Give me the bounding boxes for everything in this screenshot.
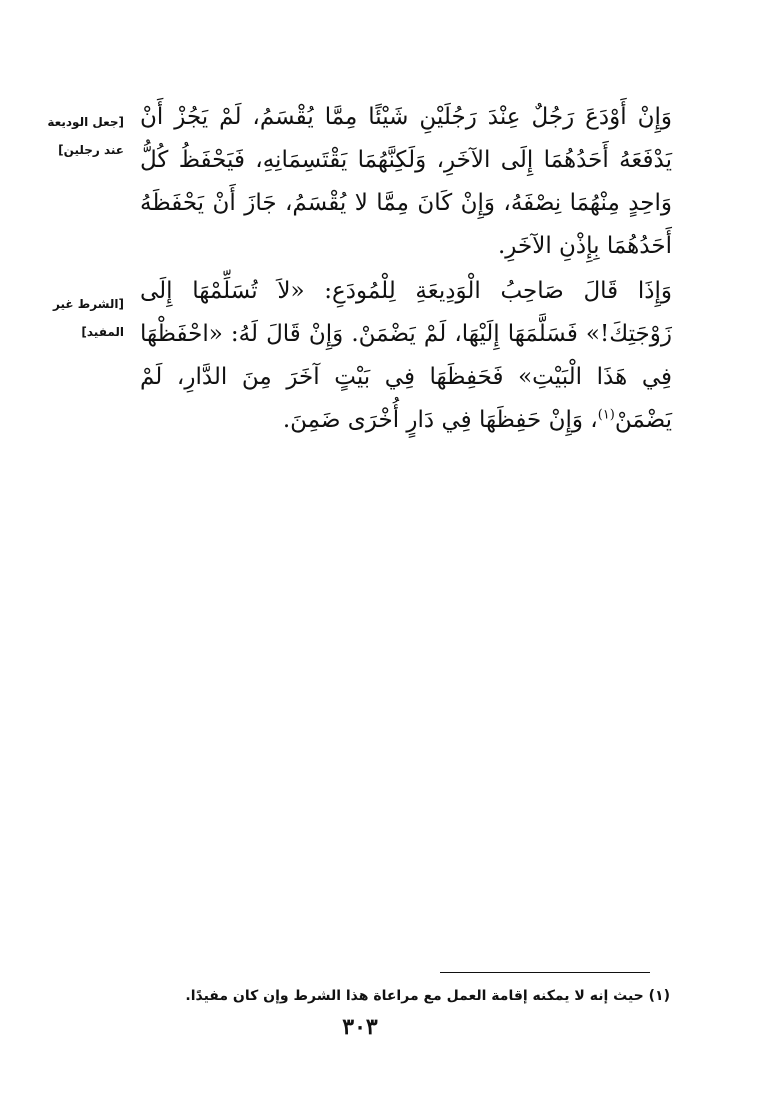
- margin-note-useless-condition: [16, 290, 124, 346]
- footnote-reference[interactable]: (١): [597, 407, 615, 423]
- footnote-divider: [440, 972, 650, 973]
- margin-note-line: عند رجلين]: [58, 143, 124, 157]
- footnote-number: (١): [648, 988, 670, 1004]
- margin-note-deposit-two-men: [16, 108, 124, 164]
- paragraph-text: وَإِذَا قَالَ صَاحِبُ الْوَدِيعَةِ لِلْمُودَعِ: «لاَ تُسَلِّمْهَا إِلَى زَوْجَتِكَ!» فَسَلَّمَهَا إِلَيْهَا، لَمْ يَضْمَنْ. وَإِنْ قَالَ لَهُ: «احْفَظْهَا فِي هَذَا الْبَيْتِ» فَحَفِظَهَا فِي بَيْتٍ آخَرَ مِنَ الدَّارِ، لَمْ يَضْمَنْ: [140, 278, 672, 433]
- page-number: ٣٠٣: [342, 1014, 378, 1040]
- footnote: [150, 984, 670, 1008]
- margin-note-line: المفيد]: [81, 325, 124, 339]
- margin-note-line: [جعل الوديعة: [47, 115, 124, 129]
- paragraph-deposit-two-men: وَإِنْ أَوْدَعَ رَجُلٌ عِنْدَ رَجُلَيْنِ شَيْئًا مِمَّا يُقْسَمُ، لَمْ يَجُزْ أَنْ يَدْفَعَهُ أَحَدُهُمَا إِلَى الآخَرِ، وَلَكِنَّهُمَا يَقْتَسِمَانِهِ، فَيَحْفَظُ كُلُّ وَاحِدٍ مِنْهُمَا نِصْفَهُ، وَإِنْ كَانَ مِمَّا لا يُقْسَمُ، جَازَ أَنْ يَحْفَظَهُ أَحَدُهُمَا بِإِذْنِ الآخَرِ.: [140, 104, 672, 259]
- footnote-text: حيث إنه لا يمكنه إقامة العمل مع مراعاة هذا الشرط وإن كان مفيدًا.: [185, 988, 644, 1004]
- paragraph-text-continued: ، وَإِنْ حَفِظَهَا فِي دَارٍ أُخْرَى ضَمِنَ.: [282, 407, 598, 433]
- paragraph-useless-condition: [140, 270, 672, 442]
- margin-note-line: [الشرط غير: [53, 297, 124, 311]
